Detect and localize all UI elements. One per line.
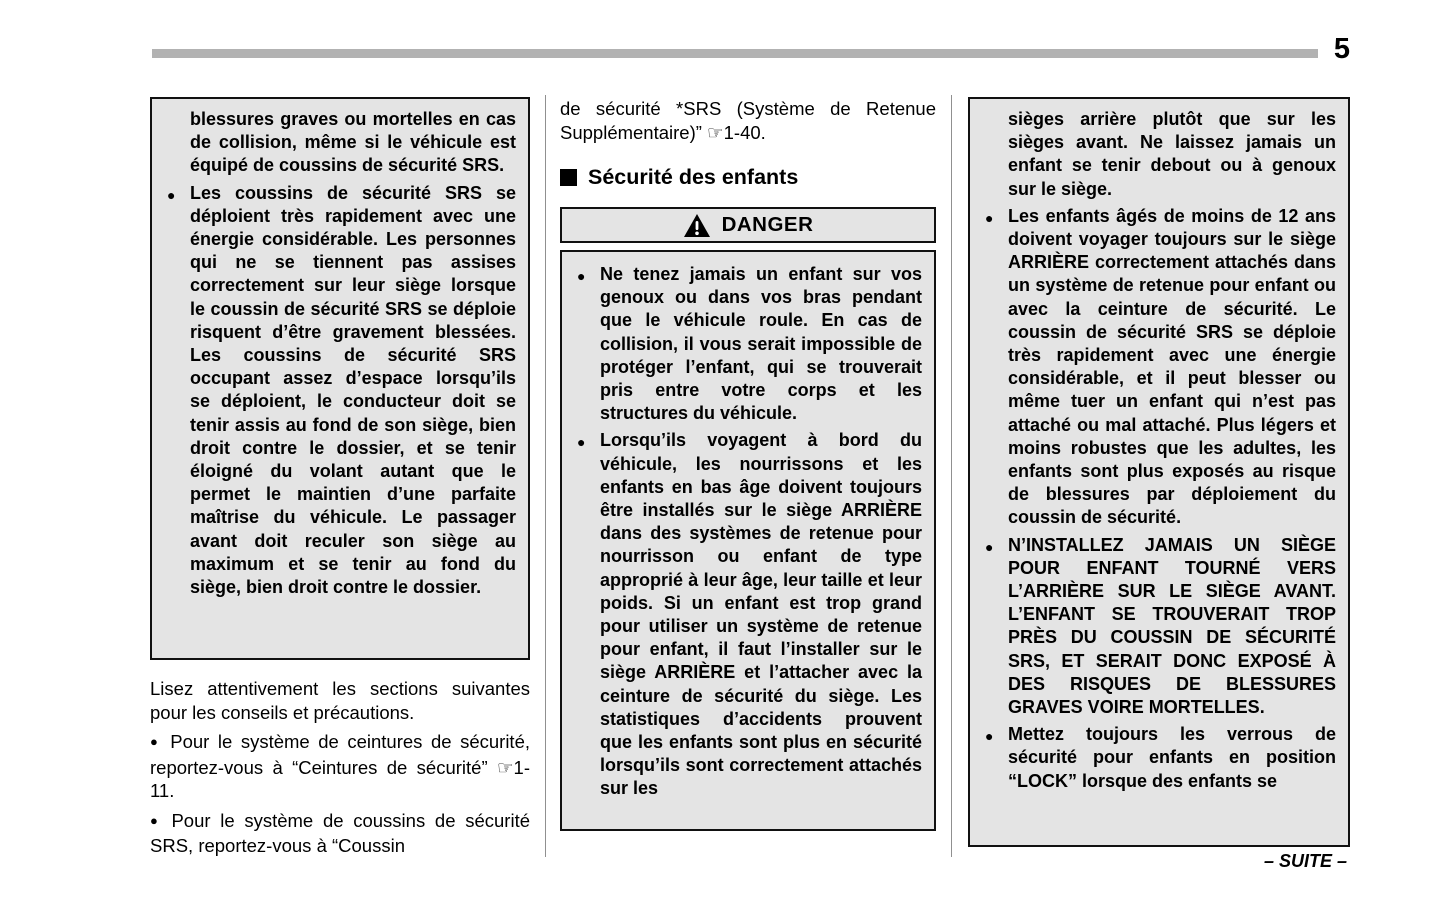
header-rule	[152, 49, 1318, 58]
reference-item-srs-airbag: ● Pour le système de coussins de sécurité SRS, reportez-vous à “Coussin	[150, 809, 530, 858]
section-heading-label: Sécurité des enfants	[588, 165, 799, 189]
danger-box-continued	[968, 97, 1350, 847]
column-divider-right	[951, 95, 952, 857]
danger-bullet-item: ● Mettez toujours les verrous de sécurité pour enfants en position “LOCK” lorsque des enfants se	[982, 723, 1336, 793]
section-heading	[560, 165, 936, 190]
danger-bullet-item: ● Ne tenez jamais un enfant sur vos genoux ou dans vos bras pendant que le véhicule roule. En cas de collision, il vous serait impossible de protéger l’enfant, qui se trouverait pris entre votre corps et les structures du véhicule.	[574, 263, 922, 425]
warning-bullet-item: ● Les coussins de sécurité SRS se déploient très rapidement avec une énergie considérable. Les personnes qui ne se tiennent pas assises correctement sur leur siège lorsque le coussin de sécurité SRS se déploie risquent d’être gravement blessées. Les coussins de sécurité SRS occupant assez d’espace lorsqu’ils se déploient, le conducteur doit se tenir assis au fond de son siège, bien droit contre le dossier, et se tenir éloigné du volant autant que le permet le maintien d’une parfaite maîtrise du véhicule. Le passager avant doit reculer son siège au maximum et se tenir au fond du siège, bien droit contre le dossier.	[164, 182, 516, 600]
column-left	[150, 97, 530, 858]
danger-bullet-item: ● N’INSTALLEZ JAMAIS UN SIÈGE POUR ENFANT TOURNÉ VERS L’ARRIÈRE SUR LE SIÈGE AVANT. L’ENFANT SE TROUVERAIT TROP PRÈS DU COUSSIN DE SÉCURITÉ SRS, ET SERAIT DONC EXPOSÉ À DES RISQUES DE BLESSURES GRAVES VOIRE MORTELLES.	[982, 534, 1336, 720]
column-middle	[560, 97, 936, 831]
column-divider-left	[545, 95, 546, 857]
continuation-marker: – SUITE –	[1263, 851, 1347, 871]
warning-triangle-icon	[683, 213, 711, 238]
danger-bullet-item: ● Les enfants âgés de moins de 12 ans doivent voyager toujours sur le siège ARRIÈRE correctement attachés dans un système de retenue pour enfant ou avec la ceinture de sécurité. Le coussin de sécurité SRS se déploie très rapidement avec une énergie considérable, et il peut blesser ou même tuer un enfant qui n’est pas attaché ou mal attaché. Plus légers et moins robustes que les adultes, les enfants sont plus exposés au risque de blessures par déploiement du coussin de sécurité.	[982, 205, 1336, 530]
danger-bullet-item: ● Lorsqu’ils voyagent à bord du véhicule, les nourrissons et les enfants en bas âge doivent toujours être installés sur le siège ARRIÈRE dans des systèmes de retenue pour nourrisson ou enfant de type approprié à leur âge, leur taille et leur poids. Si un enfant est trop grand pour utiliser un système de retenue pour enfant, il faut l’installer sur le siège ARRIÈRE et l’attacher avec la ceinture de sécurité du siège. Les statistiques d’accidents prouvent que les enfants sont plus en sécurité lorsqu’ils sont correctement attachés sur les	[574, 429, 922, 800]
warning-continued-text: blessures graves ou mortelles en cas de collision, même si le véhicule est équipé de coussins de sécurité SRS.	[190, 109, 516, 176]
danger-header	[560, 207, 936, 243]
warning-box-continued	[150, 97, 530, 660]
danger-continued-text: sièges arrière plutôt que sur les sièges avant. Ne laissez jamais un enfant se tenir debout ou à genoux sur le siège.	[1008, 109, 1336, 199]
continuation-text: de sécurité *SRS (Système de Retenue Supplémentaire)” ☞1-40.	[560, 98, 936, 143]
column-right	[968, 97, 1350, 847]
reference-item-seatbelts: ● Pour le système de ceintures de sécurité, reportez-vous à “Ceintures de sécurité” ☞1-11.	[150, 730, 530, 803]
danger-label: DANGER	[721, 213, 814, 236]
danger-box	[560, 250, 936, 831]
read-sections-paragraph: Lisez attentivement les sections suivantes pour les conseils et précautions.	[150, 678, 530, 723]
section-marker-icon	[560, 169, 577, 186]
page-number: 5	[1333, 33, 1350, 65]
